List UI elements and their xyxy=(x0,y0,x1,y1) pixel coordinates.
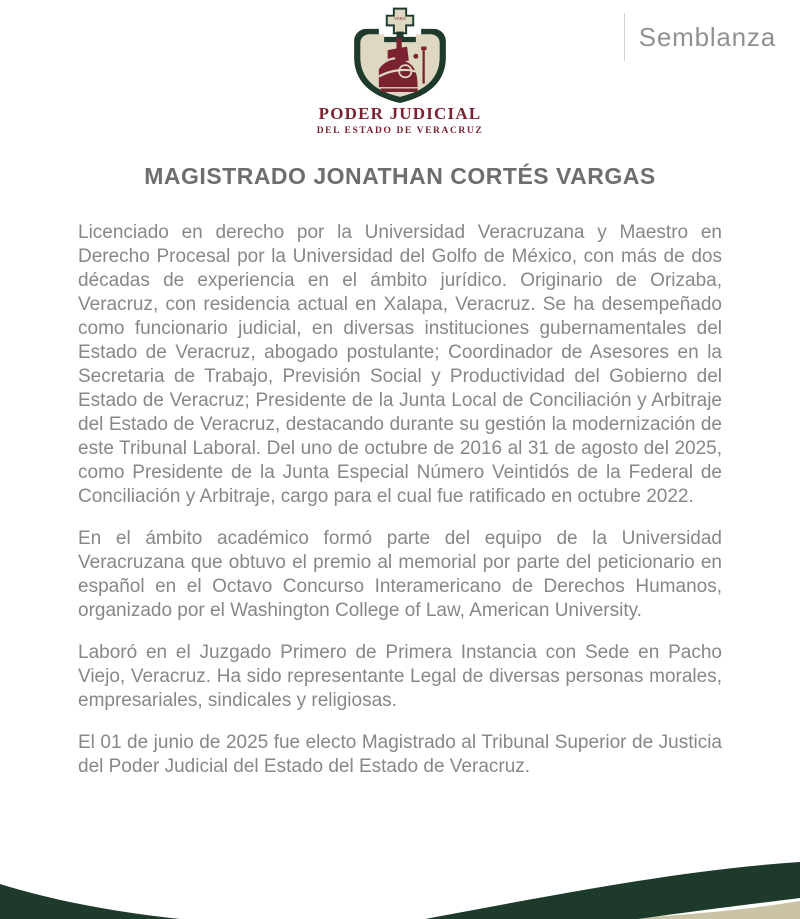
biography-text xyxy=(78,221,722,797)
crest-icon xyxy=(337,6,463,103)
paragraph: Licenciado en derecho por la Universidad Veracruzana y Maestro en Derecho Procesal por la Universidad del Golfo de México, con más de dos décadas de experiencia en el ámbito jurídico. Originario de Orizaba, Veracruz, con residencia actual en Xalapa, Veracruz. Se ha desempeñado como funcionario judicial, en diversas instituciones gubernamentales del Estado de Veracruz, abogado postulante; Coordinador de Asesores en la Secretaria de Trabajo, Previsión Social y Productividad del Gobierno del Estado de Veracruz; Presidente de la Junta Local de Conciliación y Arbitraje del Estado de Veracruz, destacando durante su gestión la modernización de este Tribunal Laboral. Del uno de octubre de 2016 al 31 de agosto del 2025, como Presidente de la Junta Especial Número Veintidós de la Federal de Conciliación y Arbitraje, cargo para el cual fue ratificado en octubre 2022. xyxy=(78,222,722,507)
footer-wave-decoration xyxy=(0,854,800,919)
paragraph: En el ámbito académico formó parte del equipo de la Universidad Veracruzana que obtuvo el premio al memorial por parte del peticionario en español en el Octavo Concurso Interamericano de Derechos Humanos, organizado por el Washington College of Law, American University. xyxy=(78,528,722,621)
crest-cross-icon xyxy=(387,9,413,39)
paragraph: El 01 de junio de 2025 fue electo Magistrado al Tribunal Superior de Justicia del Poder Judicial del Estado del Estado de Veracruz. xyxy=(78,732,722,777)
crest-shield xyxy=(354,29,446,103)
page-title: MAGISTRADO JONATHAN CORTÉS VARGAS xyxy=(144,163,656,189)
org-name: PODER JUDICIAL xyxy=(318,104,482,123)
footer-green-left-wedge xyxy=(0,884,180,919)
tag-label: Semblanza xyxy=(638,21,776,52)
org-subname: DEL ESTADO DE VERACRUZ xyxy=(316,126,484,136)
paragraph: Laboró en el Juzgado Primero de Primera Instancia con Sede en Pacho Viejo, Veracruz. Ha sido representante Legal de diversas personas morales, empresariales, sindicales y religiosas. xyxy=(78,642,722,711)
crest-cross-text: VERA xyxy=(394,16,406,22)
logo xyxy=(0,6,800,136)
